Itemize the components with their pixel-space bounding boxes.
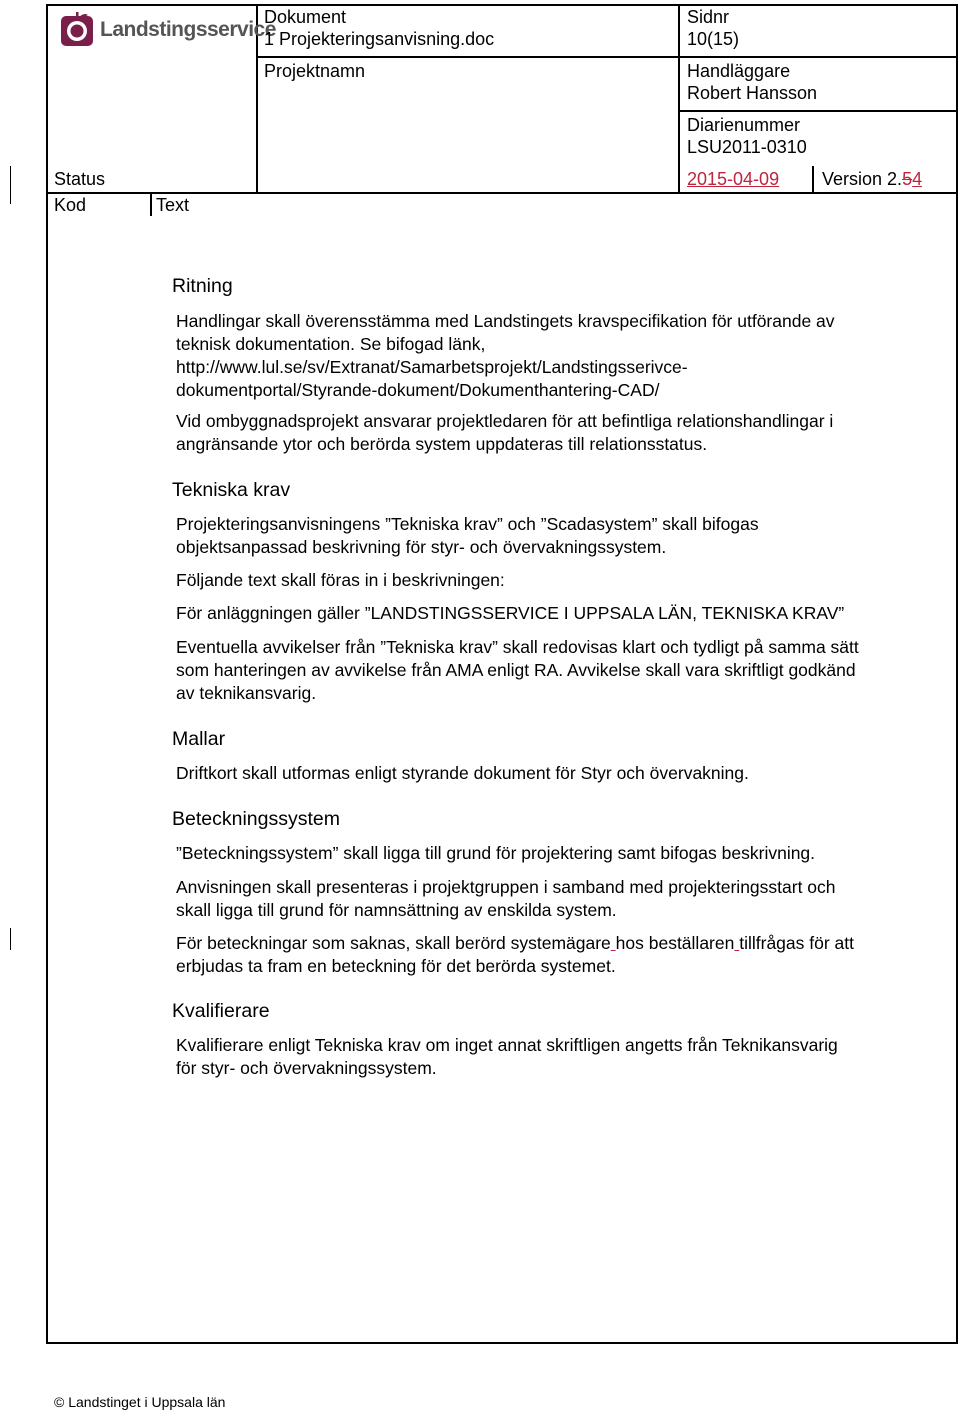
dokument-label: Dokument <box>264 7 347 27</box>
tekniska-paragraph-1 <box>176 513 759 559</box>
heading-tekniska-krav: Tekniska krav <box>172 479 291 501</box>
heading-kvalifierare: Kvalifierare <box>172 1000 270 1022</box>
text-line: Eventuella avvikelser från ”Tekniska krav” skall redovisas klart och tydligt på samma sätt <box>176 637 859 657</box>
text-line: objektsanpassad beskrivning för styr- och övervakningssystem. <box>176 537 667 557</box>
logo-icon <box>60 12 94 48</box>
copyright-icon: © <box>54 1394 65 1410</box>
frame-top <box>46 4 958 6</box>
frame-right <box>956 4 958 1344</box>
logo <box>60 12 276 48</box>
status-label: Status <box>54 169 106 189</box>
heading-beteckningssystem: Beteckningssystem <box>172 808 340 830</box>
heading-mallar: Mallar <box>172 728 226 750</box>
frame-bottom <box>46 1342 958 1344</box>
text-line: teknisk dokumentation. Se bifogad länk, <box>176 334 486 354</box>
header-row-line-1 <box>256 56 956 58</box>
text-segment: hos beställaren <box>615 933 735 953</box>
kvalifierare-paragraph-1 <box>176 1034 838 1080</box>
sidnr-label: Sidnr <box>687 7 730 27</box>
text-line: erbjudas ta fram en beteckning för det berörda systemet. <box>176 956 616 976</box>
tekniska-paragraph-3: För anläggningen gäller ”LANDSTINGSSERVICE I UPPSALA LÄN, TEKNISKA KRAV” <box>176 603 845 623</box>
text-line: Projekteringsanvisningens ”Tekniska krav” och ”Scadasystem” skall bifogas <box>176 514 759 534</box>
ritning-paragraph-1 <box>176 310 835 402</box>
beteckning-paragraph-2 <box>176 876 836 922</box>
beteckning-paragraph-3 <box>176 932 854 978</box>
version-prefix: Version 2. <box>822 169 903 189</box>
beteckning-paragraph-1: ”Beteckningssystem” skall ligga till grund för projektering samt bifogas beskrivning. <box>176 843 816 863</box>
sidnr-value: 10(15) <box>687 29 740 49</box>
text-line: för styr- och övervakningssystem. <box>176 1058 437 1078</box>
version-divider <box>812 166 814 194</box>
frame-left <box>46 4 48 1344</box>
mallar-paragraph-1: Driftkort skall utformas enligt styrande dokument för Styr och övervakning. <box>176 763 749 783</box>
text-line: av teknikansvarig. <box>176 683 317 703</box>
diarienummer-value: LSU2011-0310 <box>687 137 807 157</box>
header-row-line-2 <box>678 110 956 112</box>
version-old: 5 <box>902 169 913 189</box>
handlaggare-label: Handläggare <box>687 61 791 81</box>
text-line: skall ligga till grund för namnsättning av enskilda system. <box>176 900 617 920</box>
text-segment: tillfrågas för att <box>739 933 855 953</box>
version-new: 4 <box>912 169 923 189</box>
text-line: angränsande ytor och berörda system uppdateras till relationsstatus. <box>176 434 708 454</box>
text-line: som hanteringen av avvikelse från AMA enligt RA. Avvikelse skall vara skriftligt godkänd <box>176 660 856 680</box>
dokument-value: 1 Projekteringsanvisning.doc <box>264 29 495 49</box>
heading-ritning: Ritning <box>172 275 233 297</box>
handlaggare-value: Robert Hansson <box>687 83 818 103</box>
change-bar-top <box>10 166 11 204</box>
text-label: Text <box>156 195 190 215</box>
projektnamn-label: Projektnamn <box>264 61 366 81</box>
kod-divider <box>150 194 152 216</box>
text-line: dokumentportal/Styrande-dokument/Dokumenthantering-CAD/ <box>176 380 660 400</box>
ritning-paragraph-2 <box>176 410 833 456</box>
footer <box>54 1394 225 1410</box>
tekniska-paragraph-4 <box>176 636 859 705</box>
text-line: Handlingar skall överensstämma med Landstingets kravspecifikation för utförande av <box>176 311 835 331</box>
text-line: Kvalifierare enligt Tekniska krav om inget annat skriftligen angetts från Teknikansvarig <box>176 1035 838 1055</box>
text-line: Anvisningen skall presenteras i projektgruppen i samband med projekteringsstart och <box>176 877 836 897</box>
header-divider-2 <box>678 4 680 194</box>
text-segment: För beteckningar som saknas, skall berörd systemägare <box>176 933 611 953</box>
date-value: 2015-04-09 <box>687 169 780 189</box>
text-line: Vid ombyggnadsprojekt ansvarar projektledaren för att befintliga relationshandlingar i <box>176 411 834 431</box>
logo-text: Landstingsservice <box>100 18 276 41</box>
footer-text: Landstinget i Uppsala län <box>68 1394 226 1410</box>
text-line: http://www.lul.se/sv/Extranat/Samarbetsprojekt/Landstingsserivce- <box>176 357 688 377</box>
version-value <box>822 168 922 190</box>
text-line <box>176 932 854 955</box>
tekniska-paragraph-2: Följande text skall föras in i beskrivningen: <box>176 570 505 590</box>
kod-label: Kod <box>54 195 87 215</box>
diarienummer-label: Diarienummer <box>687 115 801 135</box>
change-bar-lower <box>10 928 11 950</box>
